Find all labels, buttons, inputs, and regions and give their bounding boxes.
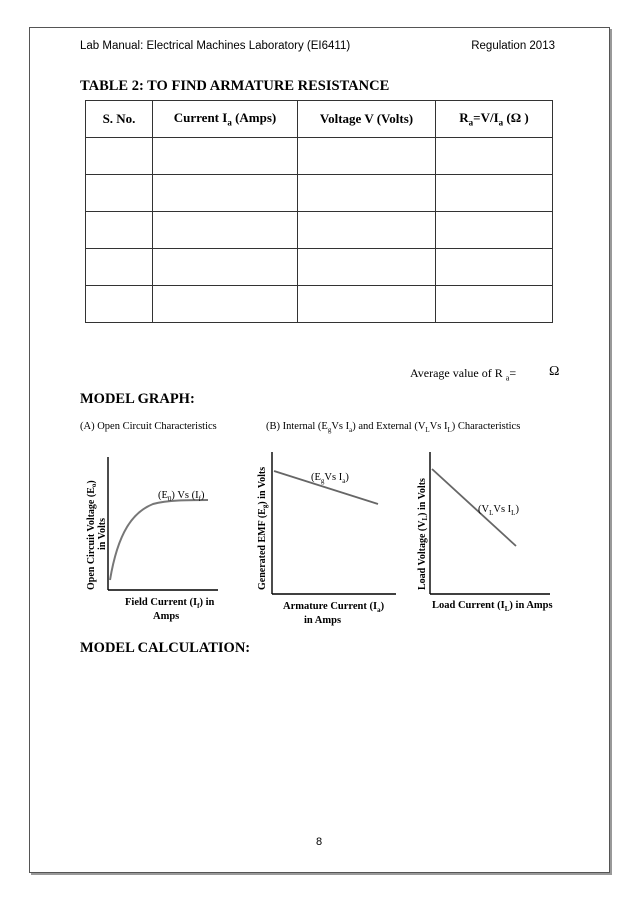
model-graph-figure [78, 412, 553, 637]
table-cell [153, 286, 298, 323]
occ-xlabel: Field Current $(I_f)$ in [125, 597, 215, 610]
internal-xlabel: Armature Current $(I_a)$ [283, 601, 385, 614]
col-ra-sub: a [468, 117, 474, 128]
table-cell [298, 249, 436, 286]
col-ra-label: R [459, 110, 469, 126]
table-cell [86, 175, 153, 212]
internal-ylabel: Generated EMF $(E_g)$ in Volts [257, 466, 269, 590]
table-cell [298, 175, 436, 212]
table-row [86, 249, 553, 286]
col-voltage-label: Voltage V (Volts) [319, 111, 414, 126]
occ-ylabel-units: in Volts [97, 518, 108, 550]
col-ra-formula: =V/I [473, 110, 499, 126]
col-voltage [298, 101, 436, 138]
table-cell [436, 286, 553, 323]
average-value-label [410, 366, 516, 382]
table-cell [153, 249, 298, 286]
external-xlabel: Load Current $(I_L)$ in Amps [432, 600, 553, 613]
col-ra [436, 101, 553, 138]
col-ra-sub2: a [498, 117, 504, 128]
omega-unit: Ω [549, 364, 560, 379]
panel-a-title: (A) Open Circuit Characteristics [80, 421, 217, 432]
external-graph [417, 452, 553, 613]
table-row [86, 138, 553, 175]
table-cell [86, 249, 153, 286]
armature-resistance-table [85, 100, 553, 323]
occ-curve-label: $(E_0)$ Vs $(I_f)$ [158, 490, 205, 503]
page-number: 8 [315, 836, 323, 848]
col-sno [86, 101, 153, 138]
occ-curve [110, 500, 208, 580]
table-cell [86, 286, 153, 323]
col-current [153, 101, 298, 138]
table-cell [86, 138, 153, 175]
average-label-text: Average value of R [410, 366, 503, 380]
occ-ylabel: Open Circuit Voltage $(E_o)$ [86, 480, 98, 590]
table-cell [436, 212, 553, 249]
header-left: Lab Manual: Electrical Machines Laboratory (EI6411) [80, 40, 351, 52]
col-current-unit: (Amps) [231, 110, 277, 126]
model-calculation-title: MODEL CALCULATION: [80, 640, 251, 656]
table-row [86, 286, 553, 323]
average-label-eq: = [509, 366, 517, 380]
header-right: Regulation 2013 [471, 40, 555, 52]
table-cell [153, 175, 298, 212]
col-ra-unit: (Ω ) [503, 110, 529, 126]
internal-curve-label: ($E_gVs$ $I_a$) [311, 472, 349, 485]
model-graph-title: MODEL GRAPH: [80, 391, 195, 407]
col-current-label: Current I [173, 110, 228, 126]
col-sno-label: S. No. [102, 111, 136, 126]
external-curve-label: ($V_LVs$ $I_L$) [478, 504, 519, 517]
table2-title: TABLE 2: TO FIND ARMATURE RESISTANCE [80, 78, 390, 94]
table-header-row [86, 101, 553, 138]
table-cell [436, 175, 553, 212]
table-cell [153, 138, 298, 175]
internal-graph [257, 452, 396, 626]
table-cell [298, 138, 436, 175]
table-row [86, 175, 553, 212]
table-cell [436, 138, 553, 175]
external-ylabel: Load Voltage $(V_L)$ in Volts [417, 478, 429, 590]
table-cell [153, 212, 298, 249]
panel-b-title: (B) Internal ($E_gVs$ $I_a$) and External ($V_LVs$ $I_L$) Characteristics [266, 421, 521, 434]
table-cell [436, 249, 553, 286]
table-cell [298, 286, 436, 323]
internal-xlabel-units: in Amps [304, 615, 342, 626]
table-cell [298, 212, 436, 249]
occ-graph [86, 457, 218, 622]
occ-xlabel-units: Amps [153, 611, 180, 622]
average-label-sub: a [505, 373, 510, 383]
table-row [86, 212, 553, 249]
col-current-sub: a [227, 117, 232, 128]
table-cell [86, 212, 153, 249]
